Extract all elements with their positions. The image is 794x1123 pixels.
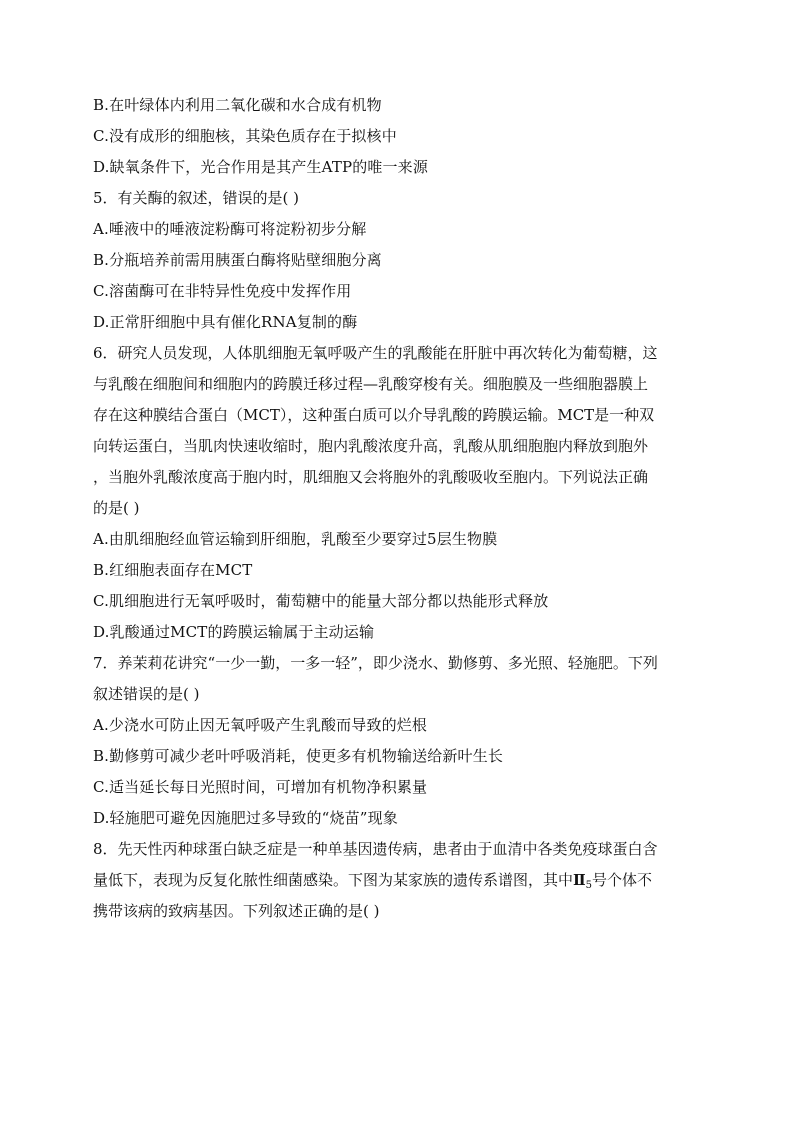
q6-option-a: A.由肌细胞经血管运输到肝细胞，乳酸至少要穿过5层生物膜 — [93, 530, 498, 548]
q5-option-d: D.正常肝细胞中具有催化RNA复制的酶 — [93, 313, 358, 331]
q8-individual-sub: 5 — [585, 880, 593, 891]
q5-option-b: B.分瓶培养前需用胰蛋白酶将贴壁细胞分离 — [93, 251, 382, 269]
q7-option-d: D.轻施肥可避免因施肥过多导致的“烧苗”现象 — [93, 809, 398, 827]
q7-stem-line-2: 叙述错误的是( ) — [93, 685, 200, 703]
q4-option-c: C.没有成形的细胞核，其染色质存在于拟核中 — [93, 127, 397, 145]
q7-option-a: A.少浇水可防止因无氧呼吸产生乳酸而导致的烂根 — [93, 716, 428, 734]
q8-individual-roman: Ⅱ — [573, 871, 586, 889]
q7-option-c: C.适当延长每日光照时间，可增加有机物净积累量 — [93, 778, 428, 796]
q6-stem-line-2: 与乳酸在细胞间和细胞内的跨膜迁移过程—乳酸穿梭有关。细胞膜及一些细胞器膜上 — [93, 375, 649, 393]
q8-stem-line-2-text: 量低下，表现为反复化脓性细菌感染。下图为某家族的遗传系谱图，其中 — [93, 871, 574, 889]
q4-option-b: B.在叶绿体内利用二氧化碳和水合成有机物 — [93, 96, 382, 114]
q6-stem-line-4: 向转运蛋白，当肌肉快速收缩时，胞内乳酸浓度升高，乳酸从肌细胞胞内释放到胞外 — [93, 437, 649, 455]
q8-stem-line-3: 携带该病的致病基因。下列叙述正确的是( ) — [93, 902, 380, 920]
q8-stem-line-1: 8．先天性丙种球蛋白缺乏症是一种单基因遗传病，患者由于血清中各类免疫球蛋白含 — [93, 840, 658, 858]
q7-option-b: B.勤修剪可减少老叶呼吸消耗，使更多有机物输送给新叶生长 — [93, 747, 503, 765]
q6-stem-line-1: 6．研究人员发现，人体肌细胞无氧呼吸产生的乳酸能在肝脏中再次转化为葡萄糖，这 — [93, 344, 658, 362]
q4-option-d: D.缺氧条件下，光合作用是其产生ATP的唯一来源 — [93, 158, 428, 176]
q6-stem-line-5: ，当胞外乳酸浓度高于胞内时，肌细胞又会将胞外的乳酸吸收至胞内。下列说法正确 — [93, 468, 649, 486]
q6-stem-line-6: 的是( ) — [93, 499, 140, 517]
q8-stem-line-2 — [93, 865, 705, 896]
q8-stem-line-2-tail: 号个体不 — [592, 871, 653, 889]
exam-page — [93, 90, 705, 927]
q6-stem-line-3: 存在这种膜结合蛋白（MCT），这种蛋白质可以介导乳酸的跨膜运输。MCT是一种双 — [93, 406, 655, 424]
q5-option-a: A.唾液中的唾液淀粉酶可将淀粉初步分解 — [93, 220, 367, 238]
q5-stem: 5．有关酶的叙述，错误的是( ) — [93, 189, 300, 207]
q6-option-d: D.乳酸通过MCT的跨膜运输属于主动运输 — [93, 623, 375, 641]
q6-option-c: C.肌细胞进行无氧呼吸时，葡萄糖中的能量大部分都以热能形式释放 — [93, 592, 549, 610]
q7-stem-line-1: 7．养茉莉花讲究“一少一勤，一多一轻”，即少浇水、勤修剪、多光照、轻施肥。下列 — [93, 654, 658, 672]
q5-option-c: C.溶菌酶可在非特异性免疫中发挥作用 — [93, 282, 352, 300]
q6-option-b: B.红细胞表面存在MCT — [93, 561, 253, 579]
